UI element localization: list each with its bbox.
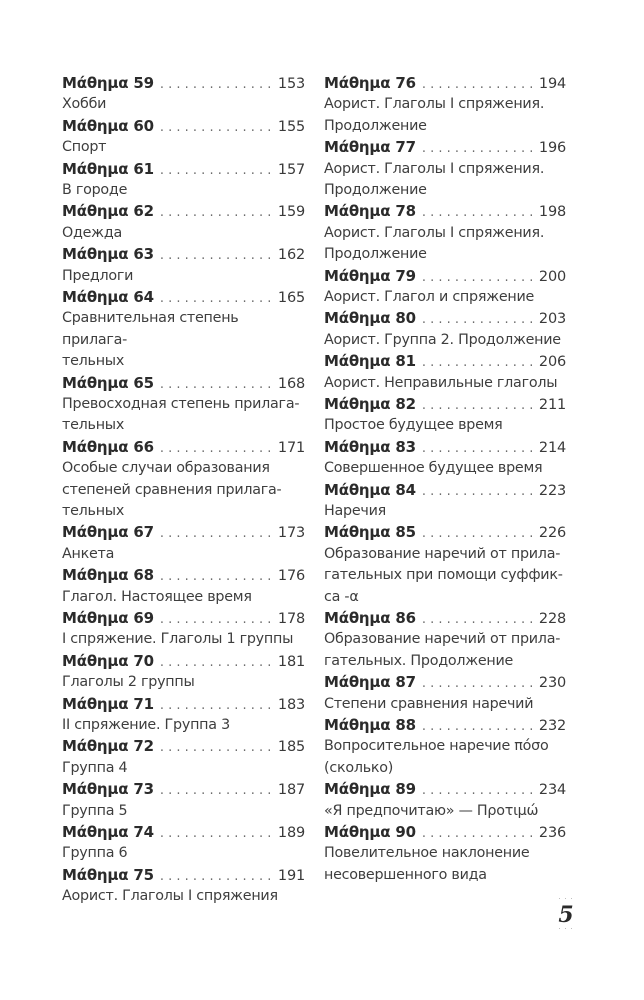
page-reference: 230 xyxy=(538,675,566,692)
dot-leader xyxy=(422,523,538,543)
toc-entry[interactable] xyxy=(324,608,566,672)
dot-leader xyxy=(160,866,277,886)
toc-entry[interactable] xyxy=(324,394,566,437)
dot-leader xyxy=(160,823,277,843)
page-reference: 176 xyxy=(277,568,305,585)
toc-entry[interactable] xyxy=(62,73,305,116)
toc-entry[interactable] xyxy=(62,244,305,287)
page-reference: 194 xyxy=(538,76,566,92)
lesson-title: Μάθημα 84 xyxy=(324,480,416,499)
lesson-description: Степени сравнения наречий xyxy=(324,695,534,712)
toc-entry[interactable] xyxy=(324,308,566,351)
toc-right-column xyxy=(324,73,566,886)
dot-leader xyxy=(422,780,538,800)
page-reference: 187 xyxy=(277,782,305,799)
toc-entry[interactable] xyxy=(62,159,305,202)
lesson-title: Μάθημα 80 xyxy=(324,309,416,328)
dot-leader xyxy=(422,352,538,372)
page-reference: 226 xyxy=(538,525,566,542)
toc-entry-header xyxy=(324,308,566,329)
lesson-description: Спорт xyxy=(62,139,107,156)
toc-entry-header xyxy=(324,522,566,543)
toc-entry-header xyxy=(324,715,566,736)
dot-leader xyxy=(422,481,538,501)
dot-leader xyxy=(422,309,538,329)
page-reference: 157 xyxy=(277,161,305,178)
lesson-description: Аорист. Глаголы I спряжения. Продолжение xyxy=(324,96,545,134)
dot-leader xyxy=(422,138,538,158)
dot-leader xyxy=(160,609,277,629)
lesson-description: Аорист. Глаголы I спряжения. Продолжение xyxy=(324,160,545,198)
dot-leader xyxy=(422,202,538,222)
toc-entry-header xyxy=(324,437,566,458)
page-reference: 181 xyxy=(277,653,305,670)
page-reference: 196 xyxy=(538,140,566,157)
lesson-description: «Я предпочитаю» — Προτιμώ xyxy=(324,802,539,819)
page-reference: 173 xyxy=(277,525,305,542)
lesson-description: Аорист. Неправильные глаголы xyxy=(324,374,558,391)
lesson-description: Особые случаи образования степеней сравнения прилага- тельных xyxy=(62,460,282,519)
lesson-description: Образование наречий от прила- гательных при помощи суффик- са -α xyxy=(324,545,563,605)
toc-entry[interactable] xyxy=(324,351,566,394)
lesson-description: II спряжение. Группа 3 xyxy=(62,716,230,733)
toc-entry[interactable] xyxy=(62,822,305,865)
dot-leader xyxy=(160,374,277,394)
lesson-title: Μάθημα 63 xyxy=(62,245,154,264)
page-number: 5 xyxy=(558,902,574,928)
dot-leader xyxy=(422,673,538,693)
toc-entry-header xyxy=(324,266,566,287)
lesson-title: Μάθημα 76 xyxy=(324,74,416,92)
page-reference: 206 xyxy=(538,354,566,371)
lesson-title: Μάθημα 81 xyxy=(324,352,416,371)
toc-entry[interactable] xyxy=(62,522,305,565)
lesson-title: Μάθημα 82 xyxy=(324,395,416,413)
lesson-description: Аорист. Глаголы I спряжения. Продолжение xyxy=(324,224,545,263)
toc-entry-header xyxy=(324,480,566,501)
toc-entry-header xyxy=(62,73,305,94)
toc-entry[interactable] xyxy=(62,608,305,651)
toc-entry[interactable] xyxy=(62,565,305,608)
toc-entry[interactable] xyxy=(324,480,566,523)
page-reference: 155 xyxy=(277,118,305,135)
page-reference: 203 xyxy=(538,311,566,328)
lesson-title: Μάθημα 60 xyxy=(62,116,154,135)
dot-leader xyxy=(422,395,538,415)
toc-entry-header xyxy=(62,822,305,843)
page-reference: 232 xyxy=(538,718,566,734)
lesson-title: Μάθημα 70 xyxy=(62,651,154,670)
page-reference: 234 xyxy=(538,782,566,799)
toc-entry[interactable] xyxy=(324,201,566,265)
dot-leader xyxy=(160,438,277,458)
lesson-description: I спряжение. Глаголы 1 группы xyxy=(62,631,294,648)
page-reference: 223 xyxy=(538,482,566,499)
toc-entry[interactable] xyxy=(324,73,566,137)
toc-entry[interactable] xyxy=(62,373,305,437)
lesson-title: Μάθημα 90 xyxy=(324,823,416,841)
lesson-title: Μάθημα 61 xyxy=(62,159,154,178)
dot-leader xyxy=(160,202,277,222)
dot-leader xyxy=(160,566,277,586)
toc-entry-header xyxy=(324,394,566,415)
lesson-title: Μάθημα 87 xyxy=(324,673,416,692)
lesson-title: Μάθημα 85 xyxy=(324,523,416,542)
lesson-description: Группа 5 xyxy=(62,802,128,819)
page-reference: 159 xyxy=(277,204,305,221)
page-reference: 168 xyxy=(277,375,305,392)
toc-entry[interactable] xyxy=(62,779,305,822)
lesson-description: Предлоги xyxy=(62,267,134,284)
dot-leader xyxy=(422,823,538,843)
page-reference: 185 xyxy=(277,739,305,756)
dot-leader xyxy=(160,245,277,265)
dot-leader xyxy=(160,74,277,94)
lesson-title: Μάθημα 78 xyxy=(324,202,416,221)
toc-entry-header xyxy=(324,608,566,629)
dot-leader xyxy=(422,609,538,629)
lesson-description: Хобби xyxy=(62,96,107,113)
lesson-description: Образование наречий от прила- гательных. Продолжение xyxy=(324,631,561,669)
lesson-title: Μάθημα 75 xyxy=(62,865,154,884)
dot-leader xyxy=(160,160,277,180)
lesson-title: Μάθημα 69 xyxy=(62,609,154,627)
dot-leader xyxy=(422,74,538,94)
lesson-title: Μάθημα 66 xyxy=(62,437,154,456)
page-reference: 228 xyxy=(538,611,566,627)
lesson-description: Анкета xyxy=(62,545,115,562)
lesson-description: Группа 4 xyxy=(62,759,128,776)
toc-entry[interactable] xyxy=(324,822,566,886)
page-reference: 200 xyxy=(538,268,566,285)
toc-entry[interactable] xyxy=(62,694,305,737)
lesson-title: Μάθημα 89 xyxy=(324,780,416,799)
toc-entry-header xyxy=(324,822,566,843)
toc-entry-header xyxy=(62,159,305,180)
lesson-title: Μάθημα 59 xyxy=(62,74,154,92)
toc-entry[interactable] xyxy=(324,522,566,608)
lesson-title: Μάθημα 77 xyxy=(324,138,416,157)
dot-leader xyxy=(160,780,277,800)
lesson-description: Превосходная степень прилага- тельных xyxy=(62,395,300,434)
lesson-description: Группа 6 xyxy=(62,845,128,862)
dot-leader xyxy=(422,438,538,458)
toc-entry[interactable] xyxy=(62,736,305,779)
toc-entry-header xyxy=(62,736,305,757)
lesson-description: Вопросительное наречие πόσο (сколько) xyxy=(324,738,549,776)
toc-entry-header xyxy=(324,672,566,693)
dot-leader xyxy=(160,737,277,757)
lesson-description: Совершенное будущее время xyxy=(324,460,543,477)
lesson-description: В городе xyxy=(62,181,128,198)
toc-entry-header xyxy=(62,522,305,543)
toc-entry-header xyxy=(62,565,305,586)
lesson-title: Μάθημα 67 xyxy=(62,523,154,542)
toc-entry-header xyxy=(62,244,305,265)
toc-entry-header xyxy=(62,116,305,137)
page-reference: 236 xyxy=(538,825,566,841)
dot-leader xyxy=(422,267,538,287)
lesson-description: Аорист. Группа 2. Продолжение xyxy=(324,331,561,348)
toc-entry-header xyxy=(62,694,305,715)
toc-entry[interactable] xyxy=(62,201,305,244)
lesson-title: Μάθημα 86 xyxy=(324,609,416,627)
toc-entry[interactable] xyxy=(62,865,305,908)
toc-entry[interactable] xyxy=(324,779,566,822)
page-folio xyxy=(555,897,577,933)
dot-leader xyxy=(160,523,277,543)
lesson-title: Μάθημα 88 xyxy=(324,716,416,734)
page-reference: 189 xyxy=(277,824,305,841)
toc-entry-header xyxy=(62,608,305,629)
dot-leader xyxy=(160,652,277,672)
lesson-title: Μάθημα 64 xyxy=(62,287,154,306)
toc-entry[interactable] xyxy=(324,672,566,715)
toc-entry-header xyxy=(62,651,305,672)
page-reference: 171 xyxy=(277,439,305,456)
page-reference: 191 xyxy=(277,867,305,884)
toc-entry-header xyxy=(62,201,305,222)
toc-entry-header xyxy=(324,201,566,222)
folio-top-dots: · · · xyxy=(558,896,574,903)
lesson-description: Глагол. Настоящее время xyxy=(62,588,252,605)
toc-entry[interactable] xyxy=(62,437,305,523)
page-reference: 183 xyxy=(277,696,305,713)
dot-leader xyxy=(160,695,277,715)
toc-entry[interactable] xyxy=(62,116,305,159)
toc-entry-header xyxy=(324,779,566,800)
lesson-description: Наречия xyxy=(324,502,386,519)
dot-leader xyxy=(160,288,277,308)
page-reference: 198 xyxy=(538,204,566,221)
lesson-title: Μάθημα 65 xyxy=(62,373,154,392)
folio-bottom-dots: · · · xyxy=(558,926,574,933)
lesson-description: Сравнительная степень прилага- тельных xyxy=(62,310,239,370)
toc-entry[interactable] xyxy=(62,651,305,694)
lesson-title: Μάθημα 68 xyxy=(62,566,154,585)
page-reference: 162 xyxy=(277,247,305,264)
lesson-title: Μάθημα 71 xyxy=(62,694,154,713)
lesson-description: Аорист. Глагол и спряжение xyxy=(324,289,535,305)
toc-entry-header xyxy=(62,779,305,800)
lesson-title: Μάθημα 79 xyxy=(324,266,416,285)
page-reference: 153 xyxy=(277,76,305,92)
toc-entry-header xyxy=(324,137,566,158)
toc-entry-header xyxy=(62,373,305,394)
lesson-description: Одежда xyxy=(62,224,122,241)
toc-entry[interactable] xyxy=(324,437,566,480)
dot-leader xyxy=(422,716,538,736)
lesson-title: Μάθημα 83 xyxy=(324,437,416,456)
toc-entry[interactable] xyxy=(324,266,566,309)
toc-entry-header xyxy=(62,287,305,308)
toc-entry-header xyxy=(62,437,305,458)
lesson-title: Μάθημα 72 xyxy=(62,737,154,756)
toc-entry-header xyxy=(62,865,305,886)
lesson-title: Μάθημα 74 xyxy=(62,822,154,841)
lesson-title: Μάθημα 73 xyxy=(62,780,154,799)
lesson-description: Аорист. Глаголы I спряжения xyxy=(62,888,278,905)
toc-entry-header xyxy=(324,73,566,94)
page-reference: 214 xyxy=(538,439,566,456)
toc-entry-header xyxy=(324,351,566,372)
toc-left-column xyxy=(62,73,305,908)
lesson-description: Повелительное наклонение несовершенного вида xyxy=(324,845,530,883)
toc-entry[interactable] xyxy=(324,715,566,779)
toc-entry[interactable] xyxy=(324,137,566,201)
lesson-title: Μάθημα 62 xyxy=(62,202,154,221)
page-reference: 165 xyxy=(277,289,305,306)
lesson-description: Глаголы 2 группы xyxy=(62,674,195,691)
lesson-description: Простое будущее время xyxy=(324,417,503,434)
page-reference: 211 xyxy=(538,397,566,413)
page-reference: 178 xyxy=(277,611,305,627)
dot-leader xyxy=(160,117,277,137)
toc-entry[interactable] xyxy=(62,287,305,373)
